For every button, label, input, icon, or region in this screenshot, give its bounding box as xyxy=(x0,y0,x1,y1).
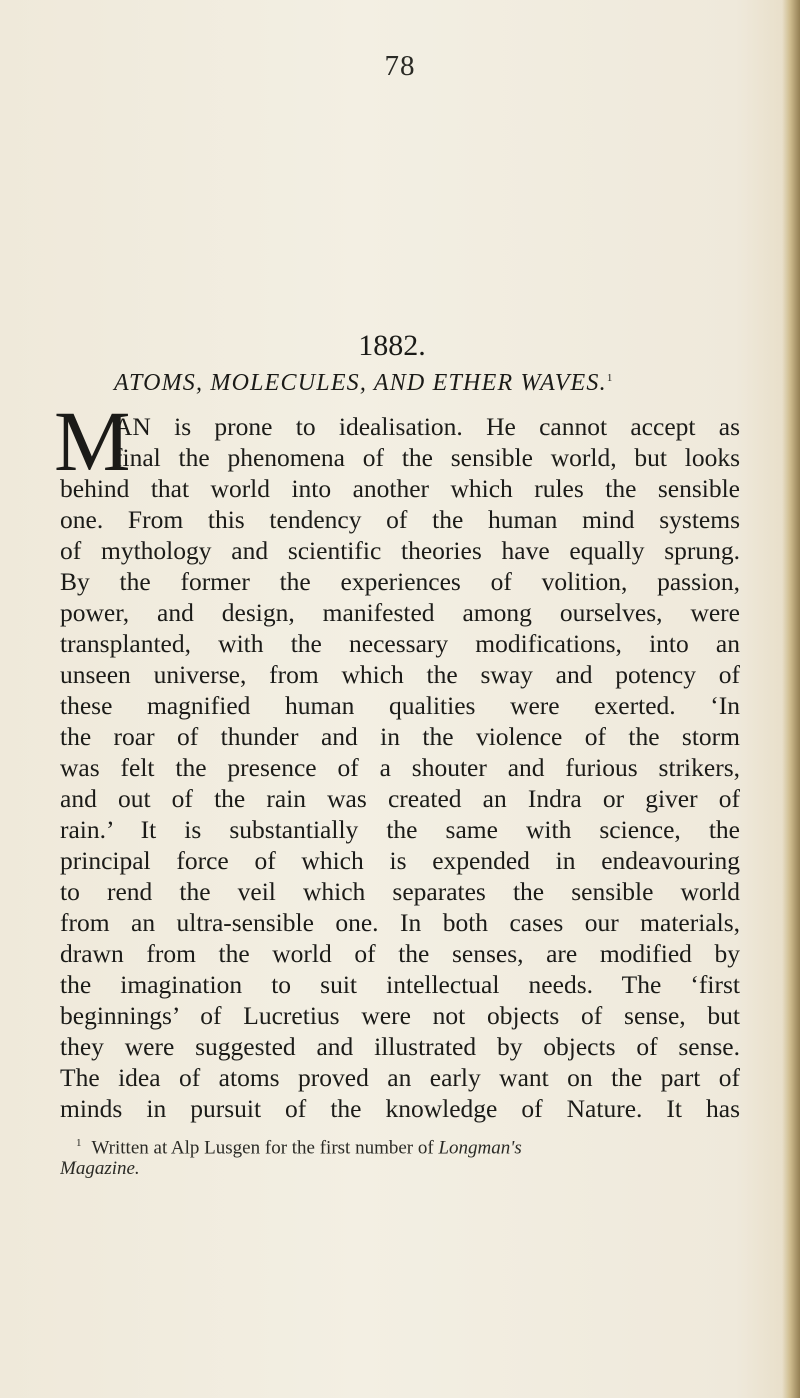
body-line: was felt the presence of a shouter and furious strikers, xyxy=(60,753,740,782)
body-line: transplanted, with the necessary modifications, into an xyxy=(60,629,740,658)
body-line: they were suggested and illustrated by objects of sense. xyxy=(60,1032,740,1061)
body-line: the imagination to suit intellectual needs. The ‘first xyxy=(60,970,740,999)
page-edge-shadow xyxy=(782,0,800,1398)
body-line: minds in pursuit of the knowledge of Nature. It has xyxy=(60,1094,740,1123)
year-heading: 1882. xyxy=(358,329,426,362)
footnote-line-1 xyxy=(76,1131,740,1160)
body-line: The idea of atoms proved an early want on the part of xyxy=(60,1063,740,1092)
body-line: AN is prone to idealisation. He cannot accept as xyxy=(114,412,740,441)
title-footnote-marker: 1 xyxy=(606,372,613,384)
body-line: of mythology and scientific theories have equally sprung. xyxy=(60,536,740,565)
body-line: from an ultra-sensible one. In both cases our materials, xyxy=(60,908,740,937)
footnote-marker: 1 xyxy=(76,1137,82,1149)
body-line: the roar of thunder and in the violence of the storm xyxy=(60,722,740,751)
body-line: By the former the experiences of volition, passion, xyxy=(60,567,740,596)
footnote-text: Written at Alp Lusgen for the first number of xyxy=(91,1137,434,1159)
footnote-italic-b: Magazine. xyxy=(60,1158,140,1179)
body-line: and out of the rain was created an Indra or giver of xyxy=(60,784,740,813)
body-line: power, and design, manifested among ourselves, were xyxy=(60,598,740,627)
body-line: principal force of which is expended in endeavouring xyxy=(60,846,740,875)
body-line: rain.’ It is substantially the same with science, the xyxy=(60,815,740,844)
footnote-italic-a: Longman's xyxy=(438,1137,522,1159)
body-line: behind that world into another which rules the sensible xyxy=(60,474,740,503)
body-line: unseen universe, from which the sway and potency of xyxy=(60,660,740,689)
article-title-text: ATOMS, MOLECULES, AND ETHER WAVES. xyxy=(114,370,607,396)
drop-cap: M xyxy=(54,393,131,489)
body-line: drawn from the world of the senses, are modified by xyxy=(60,939,740,968)
body-line: these magnified human qualities were exerted. ‘In xyxy=(60,691,740,720)
body-line: one. From this tendency of the human mind systems xyxy=(60,505,740,534)
page-number: 78 xyxy=(384,50,416,82)
footnote-line-2 xyxy=(60,1157,360,1181)
body-line: to rend the veil which separates the sensible world xyxy=(60,877,740,906)
body-line: beginnings’ of Lucretius were not objects of sense, but xyxy=(60,1001,740,1030)
article-title xyxy=(114,370,754,397)
body-line: final the phenomena of the sensible world, but looks xyxy=(114,443,740,472)
